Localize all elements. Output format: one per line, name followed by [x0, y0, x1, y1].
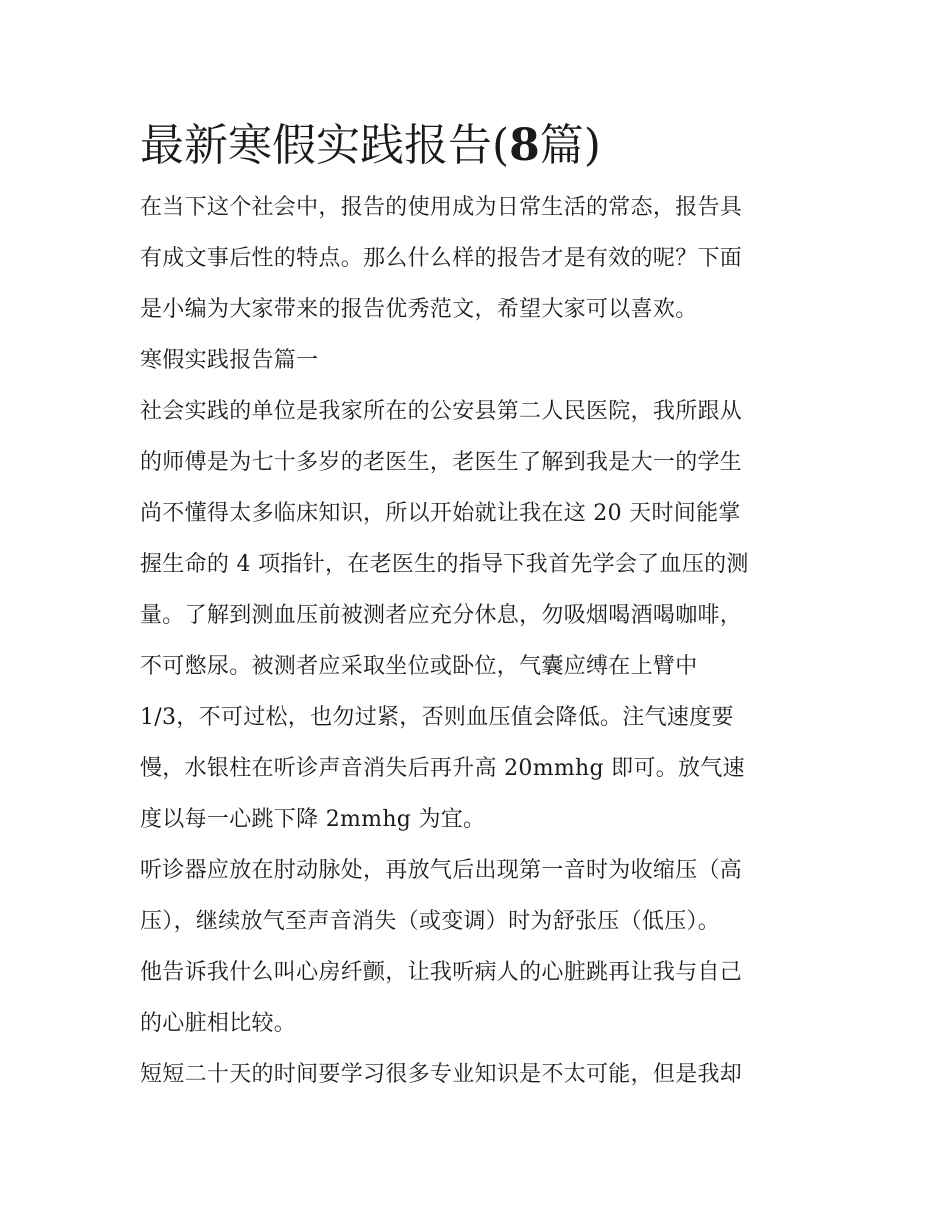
intro-line-2: 有成文事后性的特点。那么什么样的报告才是有效的呢？下面	[140, 246, 743, 271]
body-line-7: 1/3，不可过松，也勿过紧，否则血压值会降低。注气速度要	[140, 705, 734, 730]
body-line-2: 的师傅是为七十多岁的老医生，老医生了解到我是大一的学生	[140, 450, 743, 475]
body-line-6: 不可憋尿。被测者应采取坐位或卧位，气囊应缚在上臂中	[140, 654, 698, 679]
title-text: 最新寒假实践报告(	[140, 120, 510, 171]
document-title	[140, 114, 601, 178]
body-line-3: 尚不懂得太多临床知识，所以开始就让我在这 20 天时间能掌	[140, 501, 741, 526]
body-line-5: 量。了解到测血压前被测者应充分休息，勿吸烟喝酒喝咖啡，	[140, 603, 743, 628]
body-line-9: 度以每一心跳下降 2mmhg 为宜。	[140, 807, 486, 832]
section-heading: 寒假实践报告篇一	[140, 348, 319, 373]
intro-line-3: 是小编为大家带来的报告优秀范文，希望大家可以喜欢。	[140, 297, 698, 322]
body-line-4: 握生命的 4 项指针，在老医生的指导下我首先学会了血压的测	[140, 552, 749, 577]
intro-line-1: 在当下这个社会中，报告的使用成为日常生活的常态，报告具	[140, 195, 743, 220]
body-line-13: 的心脏相比较。	[140, 1011, 297, 1036]
body-line-1: 社会实践的单位是我家所在的公安县第二人民医院，我所跟从	[140, 399, 743, 424]
body-line-10: 听诊器应放在肘动脉处，再放气后出现第一音时为收缩压（高	[140, 858, 743, 883]
body-line-11: 压），继续放气至声音消失（或变调）时为舒张压（低压）。	[140, 909, 721, 934]
title-suffix: 篇)	[539, 120, 601, 171]
body-line-12: 他告诉我什么叫心房纤颤，让我听病人的心脏跳再让我与自己	[140, 960, 743, 985]
body-line-8: 慢，水银柱在听诊声音消失后再升高 20mmhg 即可。放气速	[140, 756, 745, 781]
title-number: 8	[509, 120, 540, 171]
body-line-14: 短短二十天的时间要学习很多专业知识是不太可能，但是我却	[140, 1062, 743, 1087]
